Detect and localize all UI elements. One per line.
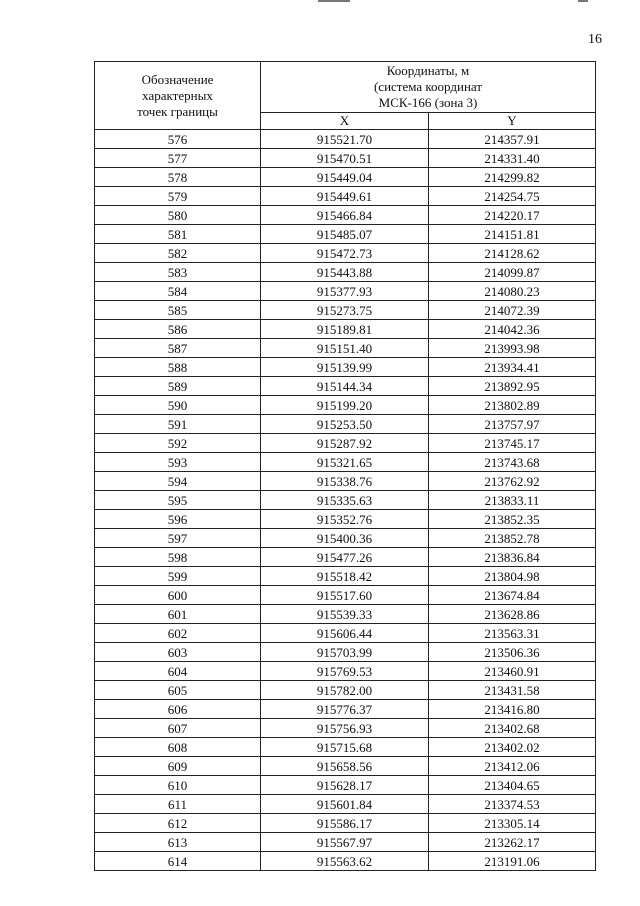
table-row [95, 472, 596, 491]
x-coordinate-cell: 915567.97 [261, 833, 429, 852]
point-id-cell: 589 [95, 377, 261, 396]
x-coordinate-cell: 915144.34 [261, 377, 429, 396]
y-coordinate-cell: 213412.06 [429, 757, 596, 776]
point-id-cell: 593 [95, 453, 261, 472]
point-id-cell: 604 [95, 662, 261, 681]
x-coordinate-cell: 915715.68 [261, 738, 429, 757]
table-row [95, 339, 596, 358]
table-row [95, 681, 596, 700]
x-coordinate-cell: 915335.63 [261, 491, 429, 510]
table-row [95, 643, 596, 662]
y-coordinate-cell: 214128.62 [429, 244, 596, 263]
table-row [95, 662, 596, 681]
x-coordinate-cell: 915199.20 [261, 396, 429, 415]
point-id-cell: 599 [95, 567, 261, 586]
table-row [95, 567, 596, 586]
point-id-cell: 577 [95, 149, 261, 168]
point-id-cell: 592 [95, 434, 261, 453]
table-row [95, 491, 596, 510]
table-row [95, 510, 596, 529]
point-id-cell: 605 [95, 681, 261, 700]
y-coordinate-cell: 213993.98 [429, 339, 596, 358]
y-coordinate-cell: 214299.82 [429, 168, 596, 187]
y-coordinate-cell: 213506.36 [429, 643, 596, 662]
y-coordinate-cell: 213305.14 [429, 814, 596, 833]
y-coordinate-cell: 214080.23 [429, 282, 596, 301]
point-id-cell: 588 [95, 358, 261, 377]
x-coordinate-cell: 915151.40 [261, 339, 429, 358]
y-coordinate-cell: 214042.36 [429, 320, 596, 339]
x-coordinate-cell: 915449.61 [261, 187, 429, 206]
point-id-cell: 590 [95, 396, 261, 415]
header-points-line: точек границы [137, 103, 218, 119]
table-row [95, 434, 596, 453]
y-coordinate-cell: 213404.65 [429, 776, 596, 795]
point-id-cell: 585 [95, 301, 261, 320]
header-points-line: характерных [142, 87, 213, 103]
point-id-cell: 597 [95, 529, 261, 548]
x-coordinate-cell: 915539.33 [261, 605, 429, 624]
table-row [95, 301, 596, 320]
point-id-cell: 609 [95, 757, 261, 776]
x-coordinate-cell: 915338.76 [261, 472, 429, 491]
point-id-cell: 603 [95, 643, 261, 662]
x-coordinate-cell: 915443.88 [261, 263, 429, 282]
table-row [95, 149, 596, 168]
y-coordinate-cell: 214331.40 [429, 149, 596, 168]
table-row [95, 852, 596, 871]
point-id-cell: 579 [95, 187, 261, 206]
y-coordinate-cell: 213460.91 [429, 662, 596, 681]
point-id-cell: 602 [95, 624, 261, 643]
point-id-cell: 578 [95, 168, 261, 187]
y-coordinate-cell: 213431.58 [429, 681, 596, 700]
point-id-cell: 584 [95, 282, 261, 301]
table-row [95, 206, 596, 225]
y-coordinate-cell: 214099.87 [429, 263, 596, 282]
x-coordinate-cell: 915449.04 [261, 168, 429, 187]
point-id-cell: 586 [95, 320, 261, 339]
y-coordinate-cell: 213757.97 [429, 415, 596, 434]
table-row [95, 814, 596, 833]
table-row [95, 529, 596, 548]
header-y: Y [429, 113, 596, 130]
table-row [95, 453, 596, 472]
table-row [95, 282, 596, 301]
x-coordinate-cell: 915586.17 [261, 814, 429, 833]
point-id-cell: 583 [95, 263, 261, 282]
scan-artifact-mark [318, 0, 350, 2]
table-row [95, 320, 596, 339]
y-coordinate-cell: 214357.91 [429, 130, 596, 149]
point-id-cell: 610 [95, 776, 261, 795]
x-coordinate-cell: 915287.92 [261, 434, 429, 453]
point-id-cell: 611 [95, 795, 261, 814]
x-coordinate-cell: 915769.53 [261, 662, 429, 681]
x-coordinate-cell: 915472.73 [261, 244, 429, 263]
point-id-cell: 613 [95, 833, 261, 852]
x-coordinate-cell: 915485.07 [261, 225, 429, 244]
point-id-cell: 582 [95, 244, 261, 263]
point-id-cell: 581 [95, 225, 261, 244]
point-id-cell: 612 [95, 814, 261, 833]
table-row [95, 833, 596, 852]
table-row [95, 776, 596, 795]
y-coordinate-cell: 214151.81 [429, 225, 596, 244]
table-row [95, 263, 596, 282]
table-row [95, 757, 596, 776]
y-coordinate-cell: 213833.11 [429, 491, 596, 510]
x-coordinate-cell: 915518.42 [261, 567, 429, 586]
y-coordinate-cell: 213934.41 [429, 358, 596, 377]
header-points [95, 62, 261, 130]
x-coordinate-cell: 915756.93 [261, 719, 429, 738]
y-coordinate-cell: 213674.84 [429, 586, 596, 605]
table-row [95, 396, 596, 415]
page-number: 16 [588, 32, 602, 47]
x-coordinate-cell: 915377.93 [261, 282, 429, 301]
table-row [95, 244, 596, 263]
x-coordinate-cell: 915400.36 [261, 529, 429, 548]
point-id-cell: 596 [95, 510, 261, 529]
point-id-cell: 576 [95, 130, 261, 149]
table-row [95, 358, 596, 377]
y-coordinate-cell: 213374.53 [429, 795, 596, 814]
x-coordinate-cell: 915606.44 [261, 624, 429, 643]
table-row [95, 168, 596, 187]
table-row [95, 719, 596, 738]
x-coordinate-cell: 915470.51 [261, 149, 429, 168]
y-coordinate-cell: 213745.17 [429, 434, 596, 453]
table-body [95, 130, 596, 871]
table-row [95, 377, 596, 396]
x-coordinate-cell: 915563.62 [261, 852, 429, 871]
x-coordinate-cell: 915776.37 [261, 700, 429, 719]
x-coordinate-cell: 915703.99 [261, 643, 429, 662]
y-coordinate-cell: 213563.31 [429, 624, 596, 643]
point-id-cell: 591 [95, 415, 261, 434]
point-id-cell: 580 [95, 206, 261, 225]
point-id-cell: 606 [95, 700, 261, 719]
y-coordinate-cell: 213762.92 [429, 472, 596, 491]
x-coordinate-cell: 915321.65 [261, 453, 429, 472]
x-coordinate-cell: 915628.17 [261, 776, 429, 795]
x-coordinate-cell: 915352.76 [261, 510, 429, 529]
y-coordinate-cell: 213402.02 [429, 738, 596, 757]
y-coordinate-cell: 213804.98 [429, 567, 596, 586]
table-row [95, 795, 596, 814]
header-coords-line: Координаты, м [386, 63, 470, 78]
point-id-cell: 595 [95, 491, 261, 510]
y-coordinate-cell: 214072.39 [429, 301, 596, 320]
y-coordinate-cell: 213628.86 [429, 605, 596, 624]
table-row [95, 225, 596, 244]
x-coordinate-cell: 915139.99 [261, 358, 429, 377]
y-coordinate-cell: 213852.78 [429, 529, 596, 548]
y-coordinate-cell: 213262.17 [429, 833, 596, 852]
point-id-cell: 608 [95, 738, 261, 757]
x-coordinate-cell: 915517.60 [261, 586, 429, 605]
table-row [95, 738, 596, 757]
header-coordinates [261, 62, 596, 113]
y-coordinate-cell: 213852.35 [429, 510, 596, 529]
table-row [95, 130, 596, 149]
header-x: X [261, 113, 429, 130]
point-id-cell: 614 [95, 852, 261, 871]
table-row [95, 700, 596, 719]
point-id-cell: 598 [95, 548, 261, 567]
y-coordinate-cell: 214254.75 [429, 187, 596, 206]
coordinates-table [94, 61, 596, 871]
point-id-cell: 587 [95, 339, 261, 358]
x-coordinate-cell: 915253.50 [261, 415, 429, 434]
y-coordinate-cell: 213416.80 [429, 700, 596, 719]
y-coordinate-cell: 214220.17 [429, 206, 596, 225]
table-row [95, 187, 596, 206]
table-row [95, 586, 596, 605]
x-coordinate-cell: 915601.84 [261, 795, 429, 814]
x-coordinate-cell: 915466.84 [261, 206, 429, 225]
y-coordinate-cell: 213802.89 [429, 396, 596, 415]
x-coordinate-cell: 915782.00 [261, 681, 429, 700]
x-coordinate-cell: 915658.56 [261, 757, 429, 776]
point-id-cell: 594 [95, 472, 261, 491]
table-row [95, 605, 596, 624]
scan-artifact-mark [578, 0, 588, 2]
table-row [95, 415, 596, 434]
point-id-cell: 607 [95, 719, 261, 738]
y-coordinate-cell: 213836.84 [429, 548, 596, 567]
y-coordinate-cell: 213743.68 [429, 453, 596, 472]
table-row [95, 624, 596, 643]
y-coordinate-cell: 213191.06 [429, 852, 596, 871]
header-points-line: Обозначение [141, 71, 214, 87]
header-coords-line: МСК-166 (зона 3) [378, 95, 478, 110]
y-coordinate-cell: 213402.68 [429, 719, 596, 738]
point-id-cell: 601 [95, 605, 261, 624]
x-coordinate-cell: 915521.70 [261, 130, 429, 149]
header-coords-line: (система координат [373, 79, 483, 94]
x-coordinate-cell: 915189.81 [261, 320, 429, 339]
table-row [95, 548, 596, 567]
point-id-cell: 600 [95, 586, 261, 605]
y-coordinate-cell: 213892.95 [429, 377, 596, 396]
x-coordinate-cell: 915477.26 [261, 548, 429, 567]
x-coordinate-cell: 915273.75 [261, 301, 429, 320]
